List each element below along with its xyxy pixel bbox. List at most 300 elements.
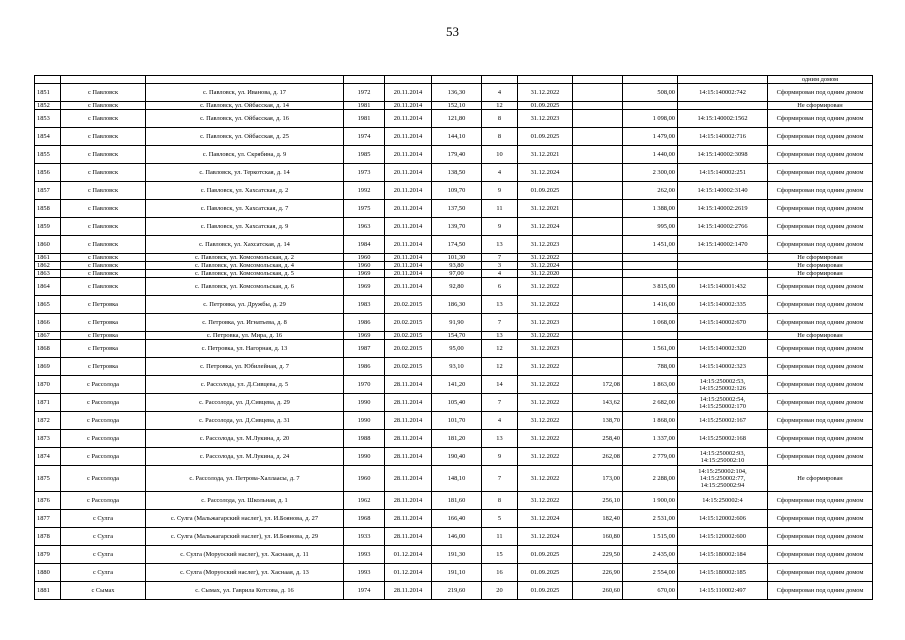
row-number-cell: 1865 — [35, 296, 61, 314]
table-row — [35, 376, 873, 394]
plot-area-cell: 788,00 — [623, 358, 678, 376]
locality-cell: с Сулга — [61, 546, 146, 564]
year-built-cell: 1984 — [344, 236, 385, 254]
cadastral-number-cell — [678, 254, 768, 262]
land-area-cell — [573, 358, 623, 376]
date-cell: 20.11.2014 — [385, 270, 432, 278]
area-cell: 95,00 — [432, 340, 482, 358]
land-area-cell — [573, 262, 623, 270]
address-cell: с. Рассолода, ул. Школьная, д. 1 — [146, 492, 344, 510]
address-cell: с. Рассолода, ул. Д.Сивцева, д. 31 — [146, 412, 344, 430]
plot-area-cell: 1 451,00 — [623, 236, 678, 254]
row-number-cell: 1875 — [35, 466, 61, 492]
deadline-cell: 31.12.2021 — [518, 200, 573, 218]
table-row — [35, 128, 873, 146]
row-number-cell: 1859 — [35, 218, 61, 236]
status-cell: Сформирован под одним домом — [768, 582, 873, 600]
count-cell: 13 — [482, 430, 518, 448]
area-cell: 137,50 — [432, 200, 482, 218]
locality-cell: с Петровка — [61, 332, 146, 340]
year-built-cell: 1981 — [344, 110, 385, 128]
date-cell: 20.02.2015 — [385, 358, 432, 376]
area-cell: 93,80 — [432, 262, 482, 270]
area-cell: 105,40 — [432, 394, 482, 412]
table-row — [35, 254, 873, 262]
address-cell: с. Павловск, ул. Комсомольская, д. 6 — [146, 278, 344, 296]
cadastral-number-cell: 14:15:140001:432 — [678, 278, 768, 296]
deadline-cell: 31.12.2024 — [518, 528, 573, 546]
land-area-cell — [573, 102, 623, 110]
year-built-cell: 1975 — [344, 200, 385, 218]
count-cell: 7 — [482, 254, 518, 262]
locality-cell: с Петровка — [61, 340, 146, 358]
date-cell: 28.11.2014 — [385, 528, 432, 546]
land-area-cell — [573, 332, 623, 340]
date-cell: 20.02.2015 — [385, 340, 432, 358]
count-cell: 4 — [482, 270, 518, 278]
area-cell: 190,40 — [432, 448, 482, 466]
row-number-cell: 1864 — [35, 278, 61, 296]
plot-area-cell: 262,00 — [623, 182, 678, 200]
locality-cell: с Павловск — [61, 270, 146, 278]
count-cell: 4 — [482, 412, 518, 430]
address-cell: с. Павловск, ул. Ойбасская, д. 16 — [146, 110, 344, 128]
cadastral-number-cell: 14:15:140002:251 — [678, 164, 768, 182]
deadline-cell: 01.09.2025 — [518, 582, 573, 600]
row-number-cell: 1880 — [35, 564, 61, 582]
table-row — [35, 84, 873, 102]
date-cell: 28.11.2014 — [385, 394, 432, 412]
locality-cell: с Павловск — [61, 236, 146, 254]
table-row — [35, 278, 873, 296]
locality-cell: с Павловск — [61, 128, 146, 146]
locality-cell: с Павловск — [61, 102, 146, 110]
date-cell: 20.11.2014 — [385, 262, 432, 270]
status-cell: Сформирован под одним домом — [768, 448, 873, 466]
land-area-cell: 160,80 — [573, 528, 623, 546]
locality-cell: с Рассолода — [61, 412, 146, 430]
count-cell: 12 — [482, 102, 518, 110]
count-cell: 7 — [482, 466, 518, 492]
deadline-cell: 31.12.2022 — [518, 466, 573, 492]
cadastral-number-cell: 14:15:180002:184 — [678, 546, 768, 564]
land-area-cell — [573, 146, 623, 164]
cadastral-number-cell: 14:15:250002:54, 14:15:250002:170 — [678, 394, 768, 412]
land-area-cell: 182,40 — [573, 510, 623, 528]
land-area-cell — [573, 164, 623, 182]
plot-area-cell: 508,00 — [623, 84, 678, 102]
address-cell: с. Сулга (Мальжагарский наслег), ул. И.Бояновa, д. 29 — [146, 528, 344, 546]
deadline-cell: 01.09.2025 — [518, 102, 573, 110]
locality-cell: с Сулга — [61, 564, 146, 582]
cadastral-number-cell: 14:15:180002:185 — [678, 564, 768, 582]
count-cell: 9 — [482, 448, 518, 466]
deadline-cell: 01.09.2025 — [518, 128, 573, 146]
date-cell: 28.11.2014 — [385, 510, 432, 528]
row-number-cell: 1873 — [35, 430, 61, 448]
year-built-cell: 1963 — [344, 218, 385, 236]
cadastral-number-cell: 14:15:110002:497 — [678, 582, 768, 600]
count-cell: 7 — [482, 394, 518, 412]
deadline-cell: 31.12.2023 — [518, 340, 573, 358]
address-cell: с. Сымах, ул. Гаврила Котсова, д. 16 — [146, 582, 344, 600]
count-cell: 9 — [482, 182, 518, 200]
count-cell: 12 — [482, 358, 518, 376]
cadastral-number-cell: 14:15:140002:1470 — [678, 236, 768, 254]
plot-area-cell: 1 515,00 — [623, 528, 678, 546]
date-cell: 20.02.2015 — [385, 332, 432, 340]
area-cell: 92,80 — [432, 278, 482, 296]
count-cell: 7 — [482, 314, 518, 332]
deadline-cell: 31.12.2022 — [518, 376, 573, 394]
year-built-cell: 1990 — [344, 412, 385, 430]
date-cell: 28.11.2014 — [385, 430, 432, 448]
status-cell: Сформирован под одним домом — [768, 340, 873, 358]
date-cell: 28.11.2014 — [385, 448, 432, 466]
locality-cell: с Павловск — [61, 164, 146, 182]
land-area-cell — [573, 314, 623, 332]
table-row — [35, 394, 873, 412]
status-cell: Сформирован под одним домом — [768, 492, 873, 510]
land-area-cell: 138,70 — [573, 412, 623, 430]
date-cell: 28.11.2014 — [385, 412, 432, 430]
status-cell: Сформирован под одним домом — [768, 564, 873, 582]
plot-area-cell: 1 868,00 — [623, 412, 678, 430]
land-area-cell: 172,08 — [573, 376, 623, 394]
locality-cell: с Павловск — [61, 84, 146, 102]
plot-area-cell: 1 388,00 — [623, 200, 678, 218]
date-cell: 20.11.2014 — [385, 218, 432, 236]
deadline-cell: 31.12.2020 — [518, 270, 573, 278]
year-built-cell: 1987 — [344, 340, 385, 358]
deadline-cell: 31.12.2022 — [518, 448, 573, 466]
row-number-cell: 1876 — [35, 492, 61, 510]
locality-cell: с Рассолода — [61, 376, 146, 394]
table-row — [35, 340, 873, 358]
cadastral-number-cell: 14:15:250002:104, 14:15:250002:77, 14:15:250002:94 — [678, 466, 768, 492]
date-cell: 20.11.2014 — [385, 164, 432, 182]
count-cell: 13 — [482, 296, 518, 314]
date-cell: 20.11.2014 — [385, 200, 432, 218]
row-number-cell: 1853 — [35, 110, 61, 128]
status-cell: Сформирован под одним домом — [768, 528, 873, 546]
count-cell: 3 — [482, 262, 518, 270]
row-number-cell: 1851 — [35, 84, 61, 102]
deadline-cell: 31.12.2022 — [518, 332, 573, 340]
cadastral-number-cell: 14:15:140002:335 — [678, 296, 768, 314]
plot-area-cell: 2 554,00 — [623, 564, 678, 582]
table-row — [35, 528, 873, 546]
row-number-cell: 1874 — [35, 448, 61, 466]
cadastral-number-cell — [678, 102, 768, 110]
area-cell: 91,90 — [432, 314, 482, 332]
deadline-cell: 31.12.2022 — [518, 358, 573, 376]
year-built-cell: 1970 — [344, 376, 385, 394]
status-cell: Сформирован под одним домом — [768, 146, 873, 164]
deadline-cell: 31.12.2022 — [518, 254, 573, 262]
year-built-cell: 1973 — [344, 164, 385, 182]
deadline-cell: 31.12.2022 — [518, 394, 573, 412]
locality-cell: с Павловск — [61, 200, 146, 218]
date-cell: 20.02.2015 — [385, 296, 432, 314]
cadastral-number-cell: 14:15:250002:4 — [678, 492, 768, 510]
deadline-cell: 31.12.2024 — [518, 510, 573, 528]
plot-area-cell: 670,00 — [623, 582, 678, 600]
date-cell: 20.11.2014 — [385, 182, 432, 200]
housing-registry-table — [34, 75, 873, 600]
cadastral-number-cell: 14:15:140002:323 — [678, 358, 768, 376]
land-area-cell: 258,40 — [573, 430, 623, 448]
address-cell: с. Сулга (Моруоский наслег), ул. Хаснаая, д. 11 — [146, 546, 344, 564]
year-built-cell: 1960 — [344, 262, 385, 270]
area-cell: 141,20 — [432, 376, 482, 394]
table-row — [35, 546, 873, 564]
count-cell: 5 — [482, 510, 518, 528]
deadline-cell: 01.09.2025 — [518, 546, 573, 564]
row-number-cell: 1852 — [35, 102, 61, 110]
year-built-cell: 1993 — [344, 546, 385, 564]
year-built-cell: 1933 — [344, 528, 385, 546]
cadastral-number-cell: 14:15:250002:53, 14:15:250002:126 — [678, 376, 768, 394]
year-built-cell: 1962 — [344, 492, 385, 510]
table-row — [35, 110, 873, 128]
plot-area-cell: 1 561,00 — [623, 340, 678, 358]
status-cell: Сформирован под одним домом — [768, 236, 873, 254]
area-cell: 181,20 — [432, 430, 482, 448]
date-cell: 20.02.2015 — [385, 314, 432, 332]
deadline-cell: 31.12.2024 — [518, 218, 573, 236]
address-cell: с. Павловск, ул. Комсомольская, д. 4 — [146, 262, 344, 270]
land-area-cell: 260,60 — [573, 582, 623, 600]
date-cell: 28.11.2014 — [385, 492, 432, 510]
cadastral-number-cell: 14:15:140002:3140 — [678, 182, 768, 200]
area-cell: 93,10 — [432, 358, 482, 376]
date-cell: 20.11.2014 — [385, 102, 432, 110]
plot-area-cell — [623, 102, 678, 110]
count-cell: 16 — [482, 564, 518, 582]
status-cell: Не сформирован — [768, 332, 873, 340]
deadline-cell: 01.09.2025 — [518, 564, 573, 582]
row-number-cell: 1869 — [35, 358, 61, 376]
land-area-cell: 173,00 — [573, 466, 623, 492]
count-cell: 8 — [482, 128, 518, 146]
area-cell: 121,80 — [432, 110, 482, 128]
status-cell: Сформирован под одним домом — [768, 314, 873, 332]
count-cell: 13 — [482, 332, 518, 340]
date-cell: 28.11.2014 — [385, 582, 432, 600]
row-number-cell: 1867 — [35, 332, 61, 340]
locality-cell: с Рассолода — [61, 466, 146, 492]
status-cell: Не сформирован — [768, 270, 873, 278]
locality-cell: с Рассолода — [61, 448, 146, 466]
area-cell: 101,70 — [432, 412, 482, 430]
status-cell: Сформирован под одним домом — [768, 296, 873, 314]
table-row — [35, 164, 873, 182]
area-cell: 136,30 — [432, 84, 482, 102]
area-cell: 148,10 — [432, 466, 482, 492]
date-cell: 20.11.2014 — [385, 278, 432, 296]
land-area-cell — [573, 110, 623, 128]
area-cell: 109,70 — [432, 182, 482, 200]
deadline-cell: 31.12.2023 — [518, 110, 573, 128]
area-cell: 174,50 — [432, 236, 482, 254]
plot-area-cell: 1 479,00 — [623, 128, 678, 146]
continuation-row — [35, 76, 873, 84]
locality-cell: с Павловск — [61, 146, 146, 164]
address-cell: с. Рассолода, ул. Д.Сивцева, д. 5 — [146, 376, 344, 394]
status-cell: Сформирован под одним домом — [768, 182, 873, 200]
status-cell: Не сформирован — [768, 102, 873, 110]
deadline-cell: 31.12.2022 — [518, 492, 573, 510]
locality-cell: с Павловск — [61, 110, 146, 128]
cadastral-number-cell: 14:15:140002:670 — [678, 314, 768, 332]
page-number: 53 — [446, 24, 459, 39]
plot-area-cell: 1 098,00 — [623, 110, 678, 128]
row-number-cell: 1872 — [35, 412, 61, 430]
address-cell: с. Сулга (Мальжагарский наслег), ул. И.Бояновa, д. 27 — [146, 510, 344, 528]
address-cell: с. Павловск, ул. Хахсатская, д. 2 — [146, 182, 344, 200]
address-cell: с. Петровка, ул. Нагорная, д. 13 — [146, 340, 344, 358]
cadastral-number-cell: 14:15:140002:2619 — [678, 200, 768, 218]
row-number-cell: 1881 — [35, 582, 61, 600]
address-cell: с. Павловск, ул. Комсомольская, д. 5 — [146, 270, 344, 278]
cadastral-number-cell: 14:15:140002:742 — [678, 84, 768, 102]
row-number-cell: 1860 — [35, 236, 61, 254]
locality-cell: с Петровка — [61, 314, 146, 332]
count-cell: 11 — [482, 200, 518, 218]
table-row — [35, 262, 873, 270]
plot-area-cell: 1 863,00 — [623, 376, 678, 394]
address-cell: с. Павловск, ул. Хахсатская, д. 14 — [146, 236, 344, 254]
locality-cell: с Сулга — [61, 510, 146, 528]
land-area-cell — [573, 340, 623, 358]
date-cell: 28.11.2014 — [385, 376, 432, 394]
plot-area-cell: 1 337,00 — [623, 430, 678, 448]
plot-area-cell: 2 682,00 — [623, 394, 678, 412]
locality-cell: с Павловск — [61, 254, 146, 262]
land-area-cell — [573, 200, 623, 218]
locality-cell: с Сулга — [61, 528, 146, 546]
year-built-cell: 1969 — [344, 332, 385, 340]
status-cell: Не сформирован — [768, 262, 873, 270]
address-cell: с. Рассолода, ул. М.Лукина, д. 20 — [146, 430, 344, 448]
plot-area-cell: 1 416,00 — [623, 296, 678, 314]
status-cell: Не сформирован — [768, 254, 873, 262]
table-row — [35, 182, 873, 200]
address-cell: с. Павловск, ул. Теркотская, д. 14 — [146, 164, 344, 182]
status-cell: Сформирован под одним домом — [768, 218, 873, 236]
date-cell: 20.11.2014 — [385, 128, 432, 146]
date-cell: 01.12.2014 — [385, 564, 432, 582]
status-cell: Сформирован под одним домом — [768, 394, 873, 412]
land-area-cell — [573, 270, 623, 278]
cadastral-number-cell — [678, 270, 768, 278]
table-row — [35, 358, 873, 376]
area-cell: 97,00 — [432, 270, 482, 278]
deadline-cell: 31.12.2021 — [518, 146, 573, 164]
deadline-cell: 01.09.2025 — [518, 182, 573, 200]
date-cell: 20.11.2014 — [385, 146, 432, 164]
count-cell: 6 — [482, 278, 518, 296]
cadastral-number-cell: 14:15:120002:606 — [678, 510, 768, 528]
status-cell: одним домом — [768, 76, 873, 84]
count-cell: 11 — [482, 528, 518, 546]
deadline-cell: 31.12.2022 — [518, 278, 573, 296]
cadastral-number-cell: 14:15:250002:167 — [678, 412, 768, 430]
address-cell: с. Рассолода, ул. Петрова-Халлаасы, д. 7 — [146, 466, 344, 492]
table-row — [35, 564, 873, 582]
row-number-cell: 1879 — [35, 546, 61, 564]
cadastral-number-cell: 14:15:120002:600 — [678, 528, 768, 546]
plot-area-cell — [623, 262, 678, 270]
plot-area-cell: 2 435,00 — [623, 546, 678, 564]
status-cell: Сформирован под одним домом — [768, 430, 873, 448]
count-cell: 15 — [482, 546, 518, 564]
row-number-cell: 1858 — [35, 200, 61, 218]
land-area-cell: 143,62 — [573, 394, 623, 412]
year-built-cell: 1969 — [344, 278, 385, 296]
year-built-cell: 1992 — [344, 182, 385, 200]
address-cell: с. Петровка, ул. Дружбы, д. 29 — [146, 296, 344, 314]
count-cell: 4 — [482, 84, 518, 102]
deadline-cell: 31.12.2022 — [518, 84, 573, 102]
date-cell: 20.11.2014 — [385, 84, 432, 102]
deadline-cell: 31.12.2023 — [518, 314, 573, 332]
deadline-cell: 31.12.2022 — [518, 296, 573, 314]
status-cell: Сформирован под одним домом — [768, 358, 873, 376]
cadastral-number-cell: 14:15:140002:716 — [678, 128, 768, 146]
count-cell: 14 — [482, 376, 518, 394]
address-cell: с. Павловск, ул. Комсомольская, д. 2 — [146, 254, 344, 262]
status-cell: Сформирован под одним домом — [768, 510, 873, 528]
status-cell: Сформирован под одним домом — [768, 84, 873, 102]
table-row — [35, 236, 873, 254]
land-area-cell — [573, 182, 623, 200]
year-built-cell: 1983 — [344, 296, 385, 314]
table-row — [35, 270, 873, 278]
area-cell: 152,10 — [432, 102, 482, 110]
date-cell: 28.11.2014 — [385, 466, 432, 492]
table-row — [35, 146, 873, 164]
address-cell: с. Павловск, ул. Хахсатская, д. 9 — [146, 218, 344, 236]
area-cell: 179,40 — [432, 146, 482, 164]
area-cell: 144,10 — [432, 128, 482, 146]
count-cell: 10 — [482, 146, 518, 164]
status-cell: Сформирован под одним домом — [768, 200, 873, 218]
row-number-cell: 1878 — [35, 528, 61, 546]
address-cell: с. Павловск, ул. Ойбасская, д. 14 — [146, 102, 344, 110]
row-number-cell: 1863 — [35, 270, 61, 278]
area-cell: 191,30 — [432, 546, 482, 564]
area-cell: 166,40 — [432, 510, 482, 528]
address-cell: с. Павловск, ул. Скрябина, д. 9 — [146, 146, 344, 164]
table-row — [35, 218, 873, 236]
row-number-cell: 1868 — [35, 340, 61, 358]
locality-cell: с Павловск — [61, 218, 146, 236]
plot-area-cell: 2 779,00 — [623, 448, 678, 466]
table-row — [35, 430, 873, 448]
address-cell: с. Петровка, ул. Игнатьева, д. 8 — [146, 314, 344, 332]
plot-area-cell — [623, 270, 678, 278]
year-built-cell: 1960 — [344, 466, 385, 492]
plot-area-cell: 995,00 — [623, 218, 678, 236]
cadastral-number-cell: 14:15:140002:320 — [678, 340, 768, 358]
plot-area-cell — [623, 254, 678, 262]
area-cell: 191,10 — [432, 564, 482, 582]
table-row — [35, 582, 873, 600]
land-area-cell: 226,90 — [573, 564, 623, 582]
plot-area-cell: 2 531,00 — [623, 510, 678, 528]
